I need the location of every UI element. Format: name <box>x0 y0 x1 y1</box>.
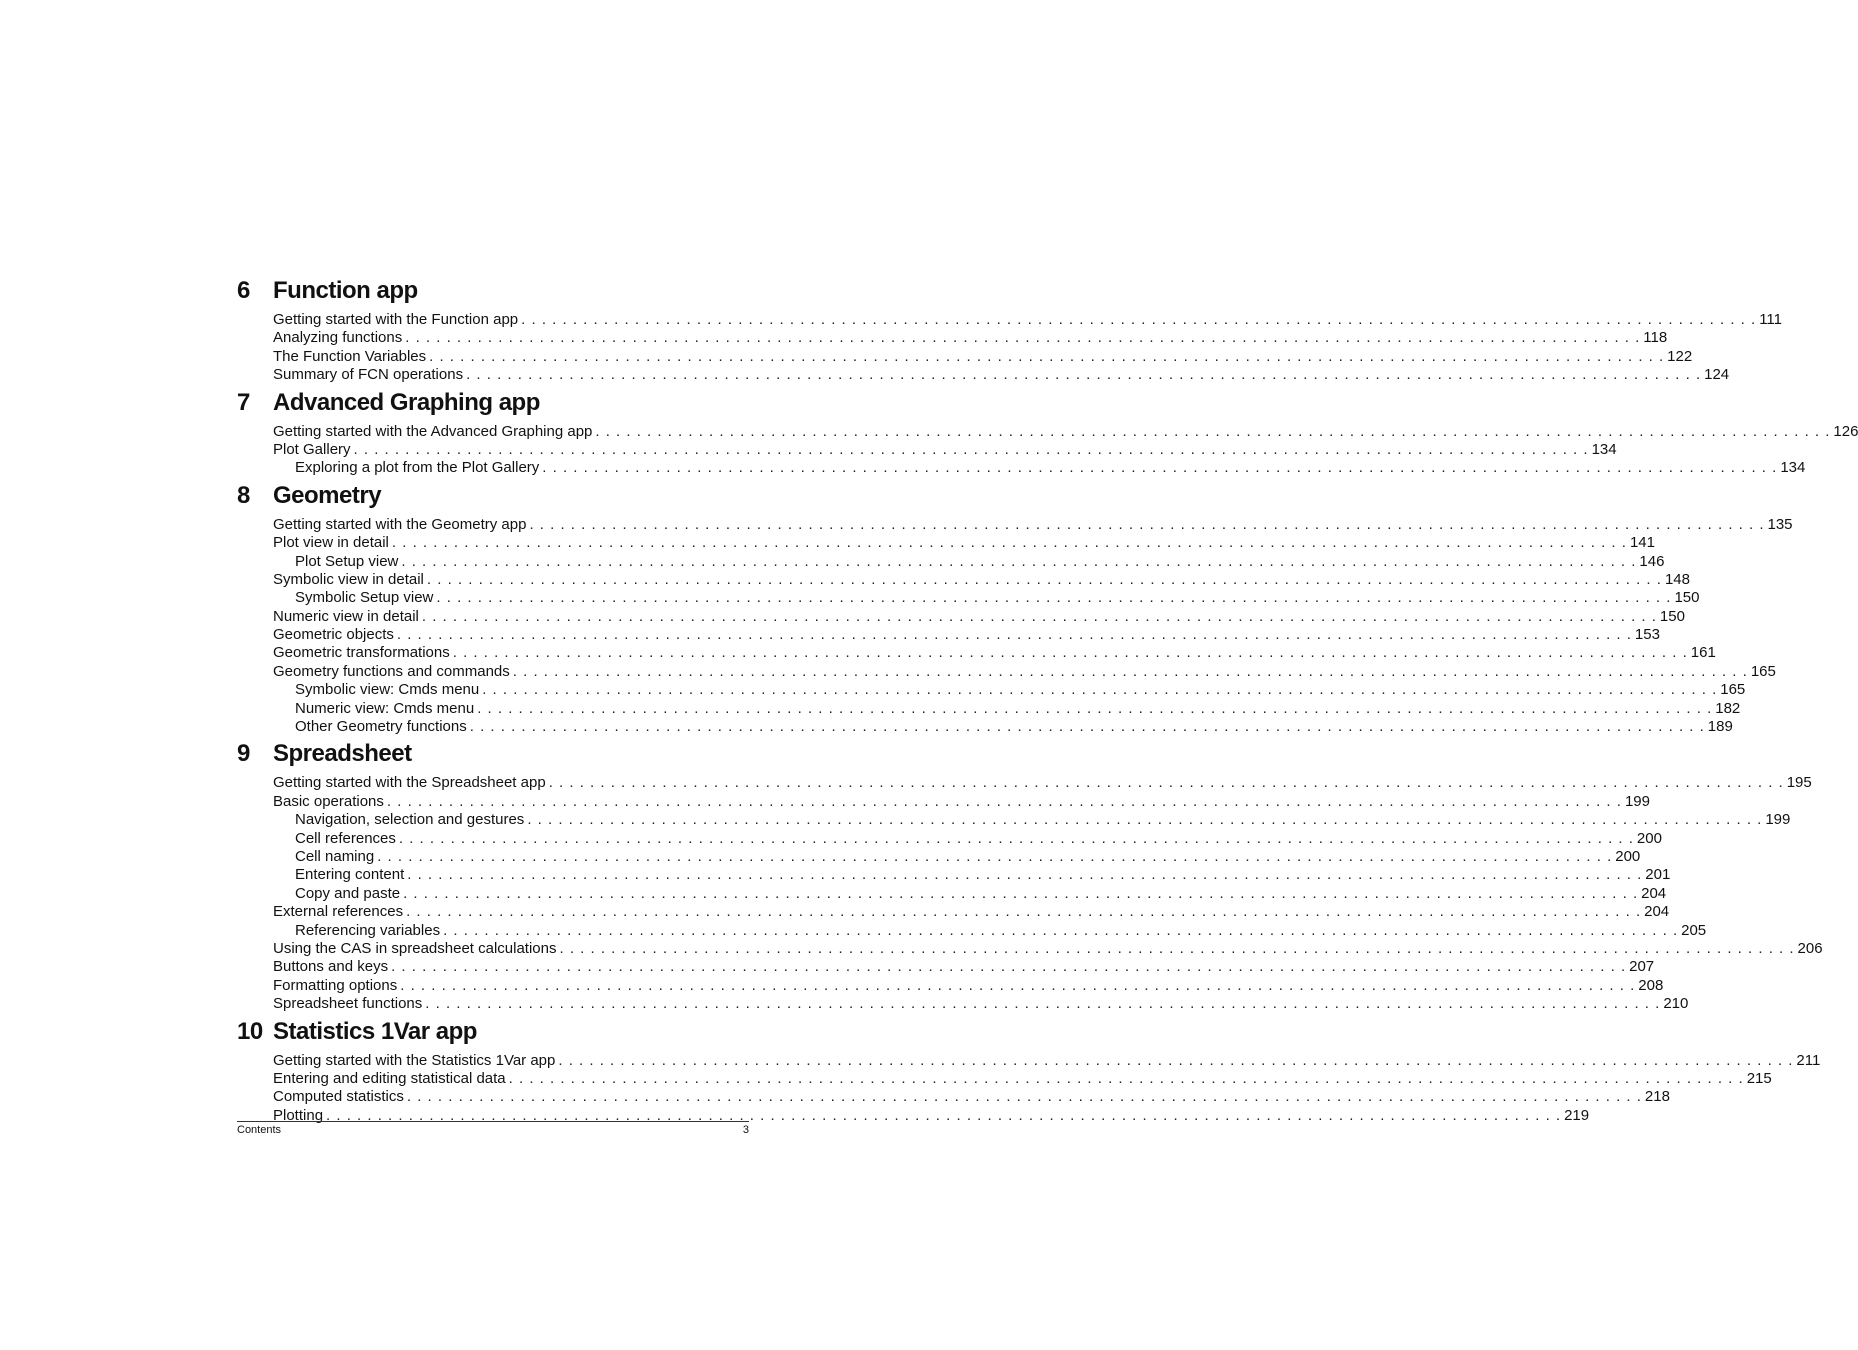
dot-leader: . . . . . . . . . . . . . . . . . . . . . . . . . . . . . . . . . . . . . . . . . . . . . . . . . . . . . . . . . . . . . . . . . . . . . . . . . . . . . . . . . . . . . . . . . . . . . . . . . . . . . . . . . . . . . . . . . . . . . . . . <box>558 1051 1794 1069</box>
toc-entry-page: 141 <box>1629 534 1655 552</box>
chapter-title: Function app <box>273 277 418 304</box>
toc-entry-label: Symbolic view in detail <box>273 570 424 588</box>
dot-leader: . . . . . . . . . . . . . . . . . . . . . . . . . . . . . . . . . . . . . . . . . . . . . . . . . . . . . . . . . . . . . . . . . . . . . . . . . . . . . . . . . . . . . . . . . . . . . . . . . . . . . . . . . . . . . . . . . . . . . . . . <box>542 459 1778 477</box>
dot-leader: . . . . . . . . . . . . . . . . . . . . . . . . . . . . . . . . . . . . . . . . . . . . . . . . . . . . . . . . . . . . . . . . . . . . . . . . . . . . . . . . . . . . . . . . . . . . . . . . . . . . . . . . . . . . . . . . . . . . . . . . <box>529 515 1765 533</box>
chapter-section <box>237 277 1782 385</box>
toc-entry-page: 206 <box>1797 939 1823 957</box>
chapter-title: Spreadsheet <box>273 740 412 768</box>
dot-leader: . . . . . . . . . . . . . . . . . . . . . . . . . . . . . . . . . . . . . . . . . . . . . . . . . . . . . . . . . . . . . . . . . . . . . . . . . . . . . . . . . . . . . . . . . . . . . . . . . . . . . . . . . . . . . . . . . . . . . . . . <box>436 589 1672 607</box>
toc-entry[interactable] <box>237 939 1823 958</box>
toc-entry-label: Other Geometry functions <box>295 718 467 736</box>
dot-leader: . . . . . . . . . . . . . . . . . . . . . . . . . . . . . . . . . . . . . . . . . . . . . . . . . . . . . . . . . . . . . . . . . . . . . . . . . . . . . . . . . . . . . . . . . . . . . . . . . . . . . . . . . . . . . . . . . . . . . . . . <box>559 939 1795 957</box>
toc-entry[interactable] <box>237 995 1689 1013</box>
toc-entry-page: 205 <box>1681 921 1707 939</box>
chapter-title: Advanced Graphing app <box>273 388 540 416</box>
dot-leader: . . . . . . . . . . . . . . . . . . . . . . . . . . . . . . . . . . . . . . . . . . . . . . . . . . . . . . . . . . . . . . . . . . . . . . . . . . . . . . . . . . . . . . . . . . . . . . . . . . . . . . . . . . . . . . . . . . . . . . . . <box>512 662 1748 680</box>
toc-entry-label: Getting started with the Advanced Graphing app <box>273 422 593 440</box>
toc-entry-label: Analyzing functions <box>273 329 403 347</box>
toc-entry[interactable] <box>237 534 1655 552</box>
dot-leader: . . . . . . . . . . . . . . . . . . . . . . . . . . . . . . . . . . . . . . . . . . . . . . . . . . . . . . . . . . . . . . . . . . . . . . . . . . . . . . . . . . . . . . . . . . . . . . . . . . . . . . . . . . . . . . . . . . . . . . . . <box>391 958 1627 976</box>
toc-entry-page: 122 <box>1667 347 1693 365</box>
toc-entry[interactable] <box>237 311 1782 329</box>
toc-entry[interactable] <box>237 347 1693 366</box>
toc-entry-label: Entering and editing statistical data <box>273 1069 506 1087</box>
chapter-number: 7 <box>237 388 250 416</box>
chapter-title: Statistics 1Var app <box>273 1017 477 1045</box>
toc-entry-label: Numeric view in detail <box>273 607 419 625</box>
toc-entry-page: 200 <box>1615 847 1641 865</box>
toc-entry-page: 165 <box>1750 662 1776 680</box>
dot-leader: . . . . . . . . . . . . . . . . . . . . . . . . . . . . . . . . . . . . . . . . . . . . . . . . . . . . . . . . . . . . . . . . . . . . . . . . . . . . . . . . . . . . . . . . . . . . . . . . . . . . . . . . . . . . . . . . . . . . . . . . <box>407 866 1643 884</box>
toc-entry-label: Numeric view: Cmds menu <box>295 699 475 717</box>
chapter-heading <box>237 740 745 774</box>
toc-entry-page: 118 <box>1643 329 1668 347</box>
dot-leader: . . . . . . . . . . . . . . . . . . . . . . . . . . . . . . . . . . . . . . . . . . . . . . . . . . . . . . . . . . . . . . . . . . . . . . . . . . . . . . . . . . . . . . . . . . . . . . . . . . . . . . . . . . . . . . . . . . . . . . . . <box>353 440 1589 458</box>
toc-entry[interactable] <box>237 884 1667 903</box>
toc-entry-label: The Function Variables <box>273 347 427 365</box>
toc-entry[interactable] <box>237 718 1733 736</box>
toc-entry-page: 146 <box>1639 552 1665 570</box>
toc-entry[interactable] <box>237 1051 1821 1070</box>
toc-entry[interactable] <box>237 366 1730 384</box>
toc-entry-page: 204 <box>1641 884 1667 902</box>
toc-entry-page: 215 <box>1746 1069 1772 1087</box>
toc-entry-page: 111 <box>1759 311 1782 328</box>
dot-leader: . . . . . . . . . . . . . . . . . . . . . . . . . . . . . . . . . . . . . . . . . . . . . . . . . . . . . . . . . . . . . . . . . . . . . . . . . . . . . . . . . . . . . . . . . . . . . . . . . . . . . . . . . . . . . . . . . . . . . . . . <box>595 422 1831 440</box>
dot-leader: . . . . . . . . . . . . . . . . . . . . . . . . . . . . . . . . . . . . . . . . . . . . . . . . . . . . . . . . . . . . . . . . . . . . . . . . . . . . . . . . . . . . . . . . . . . . . . . . . . . . . . . . . . . . . . . . . . . . . . . . <box>396 626 1632 644</box>
toc-entry-page: 201 <box>1645 866 1671 884</box>
toc-entry-label: Using the CAS in spreadsheet calculations <box>273 939 557 957</box>
dot-leader: . . . . . . . . . . . . . . . . . . . . . . . . . . . . . . . . . . . . . . . . . . . . . . . . . . . . . . . . . . . . . . . . . . . . . . . . . . . . . . . . . . . . . . . . . . . . . . . . . . . . . . . . . . . . . . . . . . . . . . . . <box>508 1069 1744 1087</box>
toc-entry-page: 207 <box>1629 958 1655 976</box>
dot-leader: . . . . . . . . . . . . . . . . . . . . . . . . . . . . . . . . . . . . . . . . . . . . . . . . . . . . . . . . . . . . . . . . . . . . . . . . . . . . . . . . . . . . . . . . . . . . . . . . . . . . . . . . . . . . . . . . . . . . . . . . <box>466 366 1702 384</box>
dot-leader: . . . . . . . . . . . . . . . . . . . . . . . . . . . . . . . . . . . . . . . . . . . . . . . . . . . . . . . . . . . . . . . . . . . . . . . . . . . . . . . . . . . . . . . . . . . . . . . . . . . . . . . . . . . . . . . . . . . . . . . . <box>469 718 1705 736</box>
toc-entry[interactable] <box>237 662 1776 681</box>
chapter-heading <box>237 482 745 516</box>
toc-entry-label: Symbolic Setup view <box>295 589 434 607</box>
toc-entry-label: Entering content <box>295 866 405 884</box>
toc-entry-page: 199 <box>1765 811 1791 829</box>
toc-entry-page: 195 <box>1786 774 1812 792</box>
toc-entry[interactable] <box>237 681 1746 699</box>
toc-entry-page: 210 <box>1663 995 1689 1013</box>
toc-entry-label: Getting started with the Spreadsheet app <box>273 774 546 792</box>
toc-entry-label: Referencing variables <box>295 921 441 939</box>
dot-leader: . . . . . . . . . . . . . . . . . . . . . . . . . . . . . . . . . . . . . . . . . . . . . . . . . . . . . . . . . . . . . . . . . . . . . . . . . . . . . . . . . . . . . . . . . . . . . . . . . . . . . . . . . . . . . . . . . . . . . . . . <box>452 644 1688 662</box>
footer-page-number: 3 <box>742 1124 749 1136</box>
toc-entry-page: 218 <box>1644 1088 1670 1106</box>
toc-entry-page: 124 <box>1704 366 1730 384</box>
dot-leader: . . . . . . . . . . . . . . . . . . . . . . . . . . . . . . . . . . . . . . . . . . . . . . . . . . . . . . . . . . . . . . . . . . . . . . . . . . . . . . . . . . . . . . . . . . . . . . . . . . . . . . . . . . . . . . . . . . . . . . . . <box>398 829 1634 847</box>
chapter-number: 10 <box>237 1017 263 1045</box>
dot-leader: . . . . . . . . . . . . . . . . . . . . . . . . . . . . . . . . . . . . . . . . . . . . . . . . . . . . . . . . . . . . . . . . . . . . . . . . . . . . . . . . . . . . . . . . . . . . . . . . . . . . . . . . . . . . . . . . . . . . . . . . <box>406 903 1642 921</box>
toc-entry-page: 126 <box>1833 422 1858 440</box>
toc-entry-label: Getting started with the Function app <box>273 311 519 328</box>
toc-entry-page: 150 <box>1659 607 1685 625</box>
toc-entry[interactable] <box>237 774 1812 792</box>
dot-leader: . . . . . . . . . . . . . . . . . . . . . . . . . . . . . . . . . . . . . . . . . . . . . . . . . . . . . . . . . . . . . . . . . . . . . . . . . . . . . . . . . . . . . . . . . . . . . . . . . . . . . . . . . . . . . . . . . . . . . . . . <box>400 976 1636 994</box>
chapter-heading <box>237 1018 745 1052</box>
toc-entry-page: 189 <box>1707 718 1733 736</box>
toc-entry-page: 161 <box>1690 644 1716 662</box>
toc-entry[interactable] <box>237 570 1690 589</box>
toc-entry-label: Getting started with the Statistics 1Var app <box>273 1051 556 1069</box>
dot-leader: . . . . . . . . . . . . . . . . . . . . . . . . . . . . . . . . . . . . . . . . . . . . . . . . . . . . . . . . . . . . . . . . . . . . . . . . . . . . . . . . . . . . . . . . . . . . . . . . . . . . . . . . . . . . . . . . . . . . . . . . <box>482 681 1718 699</box>
chapter-section <box>237 1017 1821 1126</box>
chapter-section <box>237 388 1858 478</box>
toc-entry-page: 204 <box>1644 903 1670 921</box>
chapter-heading <box>237 277 745 311</box>
toc-entry[interactable] <box>237 699 1741 718</box>
table-of-contents <box>237 277 1858 1129</box>
dot-leader: . . . . . . . . . . . . . . . . . . . . . . . . . . . . . . . . . . . . . . . . . . . . . . . . . . . . . . . . . . . . . . . . . . . . . . . . . . . . . . . . . . . . . . . . . . . . . . . . . . . . . . . . . . . . . . . . . . . . . . . . <box>406 1088 1642 1106</box>
toc-entry-page: 135 <box>1767 515 1793 533</box>
chapter-section <box>237 481 1793 737</box>
toc-entry-page: 134 <box>1780 459 1806 477</box>
toc-entry-label: Plot view in detail <box>273 534 389 552</box>
toc-entry[interactable] <box>237 792 1650 811</box>
dot-leader: . . . . . . . . . . . . . . . . . . . . . . . . . . . . . . . . . . . . . . . . . . . . . . . . . . . . . . . . . . . . . . . . . . . . . . . . . . . . . . . . . . . . . . . . . . . . . . . . . . . . . . . . . . . . . . . . . . . . . . . . <box>403 884 1639 902</box>
page-footer <box>237 1121 749 1136</box>
dot-leader: . . . . . . . . . . . . . . . . . . . . . . . . . . . . . . . . . . . . . . . . . . . . . . . . . . . . . . . . . . . . . . . . . . . . . . . . . . . . . . . . . . . . . . . . . . . . . . . . . . . . . . . . . . . . . . . . . . . . . . . . <box>401 552 1637 570</box>
dot-leader: . . . . . . . . . . . . . . . . . . . . . . . . . . . . . . . . . . . . . . . . . . . . . . . . . . . . . . . . . . . . . . . . . . . . . . . . . . . . . . . . . . . . . . . . . . . . . . . . . . . . . . . . . . . . . . . . . . . . . . . . <box>548 774 1784 792</box>
toc-entry-page: 219 <box>1564 1106 1590 1124</box>
chapter-number: 9 <box>237 740 250 768</box>
toc-entry-label: Plotting <box>273 1106 324 1124</box>
toc-entry-label: Copy and paste <box>295 884 401 902</box>
toc-entry[interactable] <box>237 976 1664 995</box>
toc-entry[interactable] <box>237 1088 1670 1106</box>
footer-section: Contents <box>237 1124 282 1136</box>
toc-entry-page: 182 <box>1715 699 1741 717</box>
toc-entry-page: 134 <box>1591 440 1617 458</box>
dot-leader: . . . . . . . . . . . . . . . . . . . . . . . . . . . . . . . . . . . . . . . . . . . . . . . . . . . . . . . . . . . . . . . . . . . . . . . . . . . . . . . . . . . . . . . . . . . . . . . . . . . . . . . . . . . . . . . . . . . . . . . . <box>521 311 1757 328</box>
toc-entry[interactable] <box>237 811 1791 829</box>
toc-entry[interactable] <box>237 422 1858 441</box>
toc-entry[interactable] <box>237 607 1685 626</box>
toc-entry-page: 199 <box>1624 792 1650 810</box>
toc-entry-page: 211 <box>1796 1051 1821 1069</box>
toc-entry-label: Buttons and keys <box>273 958 389 976</box>
toc-entry-label: Summary of FCN operations <box>273 366 464 384</box>
toc-entry[interactable] <box>237 958 1655 976</box>
toc-entry[interactable] <box>237 829 1662 848</box>
toc-entry-label: Symbolic view: Cmds menu <box>295 681 480 699</box>
toc-entry-label: Cell naming <box>295 847 375 865</box>
chapter-number: 6 <box>237 277 250 304</box>
toc-entry-label: Cell references <box>295 829 396 847</box>
toc-entry-page: 208 <box>1638 976 1664 994</box>
toc-entry-label: Basic operations <box>273 792 384 810</box>
toc-entry-label: External references <box>273 903 404 921</box>
toc-entry-label: Geometry functions and commands <box>273 662 510 680</box>
toc-entry-label: Geometric transformations <box>273 644 450 662</box>
dot-leader: . . . . . . . . . . . . . . . . . . . . . . . . . . . . . . . . . . . . . . . . . . . . . . . . . . . . . . . . . . . . . . . . . . . . . . . . . . . . . . . . . . . . . . . . . . . . . . . . . . . . . . . . . . . . . . . . . . . . . . . . <box>377 847 1613 865</box>
toc-entry-label: Plot Setup view <box>295 552 399 570</box>
toc-entry-page: 153 <box>1634 626 1660 644</box>
toc-entry[interactable] <box>237 866 1671 884</box>
toc-entry[interactable] <box>237 921 1707 940</box>
toc-entry[interactable] <box>237 847 1641 866</box>
dot-leader: . . . . . . . . . . . . . . . . . . . . . . . . . . . . . . . . . . . . . . . . . . . . . . . . . . . . . . . . . . . . . . . . . . . . . . . . . . . . . . . . . . . . . . . . . . . . . . . . . . . . . . . . . . . . . . . . . . . . . . . . <box>527 811 1763 829</box>
toc-entry[interactable] <box>237 903 1670 921</box>
dot-leader: . . . . . . . . . . . . . . . . . . . . . . . . . . . . . . . . . . . . . . . . . . . . . . . . . . . . . . . . . . . . . . . . . . . . . . . . . . . . . . . . . . . . . . . . . . . . . . . . . . . . . . . . . . . . . . . . . . . . . . . . <box>421 607 1657 625</box>
dot-leader: . . . . . . . . . . . . . . . . . . . . . . . . . . . . . . . . . . . . . . . . . . . . . . . . . . . . . . . . . . . . . . . . . . . . . . . . . . . . . . . . . . . . . . . . . . . . . . . . . . . . . . . . . . . . . . . . . . . . . . . . <box>429 347 1665 365</box>
toc-entry[interactable] <box>237 552 1665 571</box>
dot-leader: . . . . . . . . . . . . . . . . . . . . . . . . . . . . . . . . . . . . . . . . . . . . . . . . . . . . . . . . . . . . . . . . . . . . . . . . . . . . . . . . . . . . . . . . . . . . . . . . . . . . . . . . . . . . . . . . . . . . . . . . <box>477 699 1713 717</box>
toc-entry-label: Getting started with the Geometry app <box>273 515 527 533</box>
toc-entry[interactable] <box>237 589 1700 607</box>
dot-leader: . . . . . . . . . . . . . . . . . . . . . . . . . . . . . . . . . . . . . . . . . . . . . . . . . . . . . . . . . . . . . . . . . . . . . . . . . . . . . . . . . . . . . . . . . . . . . . . . . . . . . . . . . . . . . . . . . . . . . . . . <box>426 570 1662 588</box>
toc-entry-label: Navigation, selection and gestures <box>295 811 525 829</box>
dot-leader: . . . . . . . . . . . . . . . . . . . . . . . . . . . . . . . . . . . . . . . . . . . . . . . . . . . . . . . . . . . . . . . . . . . . . . . . . . . . . . . . . . . . . . . . . . . . . . . . . . . . . . . . . . . . . . . . . . . . . . . . <box>405 329 1641 347</box>
toc-entry[interactable] <box>237 515 1793 534</box>
toc-entry[interactable] <box>237 440 1617 459</box>
toc-entry-label: Plot Gallery <box>273 440 351 458</box>
dot-leader: . . . . . . . . . . . . . . . . . . . . . . . . . . . . . . . . . . . . . . . . . . . . . . . . . . . . . . . . . . . . . . . . . . . . . . . . . . . . . . . . . . . . . . . . . . . . . . . . . . . . . . . . . . . . . . . . . . . . . . . . <box>443 921 1679 939</box>
dot-leader: . . . . . . . . . . . . . . . . . . . . . . . . . . . . . . . . . . . . . . . . . . . . . . . . . . . . . . . . . . . . . . . . . . . . . . . . . . . . . . . . . . . . . . . . . . . . . . . . . . . . . . . . . . . . . . . . . . . . . . . . <box>425 995 1661 1013</box>
chapter-heading <box>237 389 745 423</box>
toc-entry-label: Formatting options <box>273 976 398 994</box>
toc-entry-page: 165 <box>1720 681 1746 699</box>
dot-leader: . . . . . . . . . . . . . . . . . . . . . . . . . . . . . . . . . . . . . . . . . . . . . . . . . . . . . . . . . . . . . . . . . . . . . . . . . . . . . . . . . . . . . . . . . . . . . . . . . . . . . . . . . . . . . . . . . . . . . . . . <box>326 1106 1562 1124</box>
toc-entry-label: Geometric objects <box>273 626 394 644</box>
toc-entry[interactable] <box>237 1069 1772 1088</box>
toc-entry-page: 150 <box>1674 589 1700 607</box>
toc-entry-label: Spreadsheet functions <box>273 995 423 1013</box>
chapter-number: 8 <box>237 481 250 509</box>
chapter-title: Geometry <box>273 481 382 509</box>
toc-entry[interactable] <box>237 329 1668 347</box>
dot-leader: . . . . . . . . . . . . . . . . . . . . . . . . . . . . . . . . . . . . . . . . . . . . . . . . . . . . . . . . . . . . . . . . . . . . . . . . . . . . . . . . . . . . . . . . . . . . . . . . . . . . . . . . . . . . . . . . . . . . . . . . <box>391 534 1627 552</box>
chapter-section <box>237 740 1823 1013</box>
toc-entry-page: 200 <box>1636 829 1662 847</box>
toc-entry-page: 148 <box>1664 570 1690 588</box>
dot-leader: . . . . . . . . . . . . . . . . . . . . . . . . . . . . . . . . . . . . . . . . . . . . . . . . . . . . . . . . . . . . . . . . . . . . . . . . . . . . . . . . . . . . . . . . . . . . . . . . . . . . . . . . . . . . . . . . . . . . . . . . <box>386 792 1622 810</box>
toc-entry[interactable] <box>237 459 1806 477</box>
toc-entry[interactable] <box>237 626 1660 644</box>
toc-entry[interactable] <box>237 644 1716 662</box>
toc-entry-label: Exploring a plot from the Plot Gallery <box>295 459 540 477</box>
toc-entry-label: Computed statistics <box>273 1088 404 1106</box>
